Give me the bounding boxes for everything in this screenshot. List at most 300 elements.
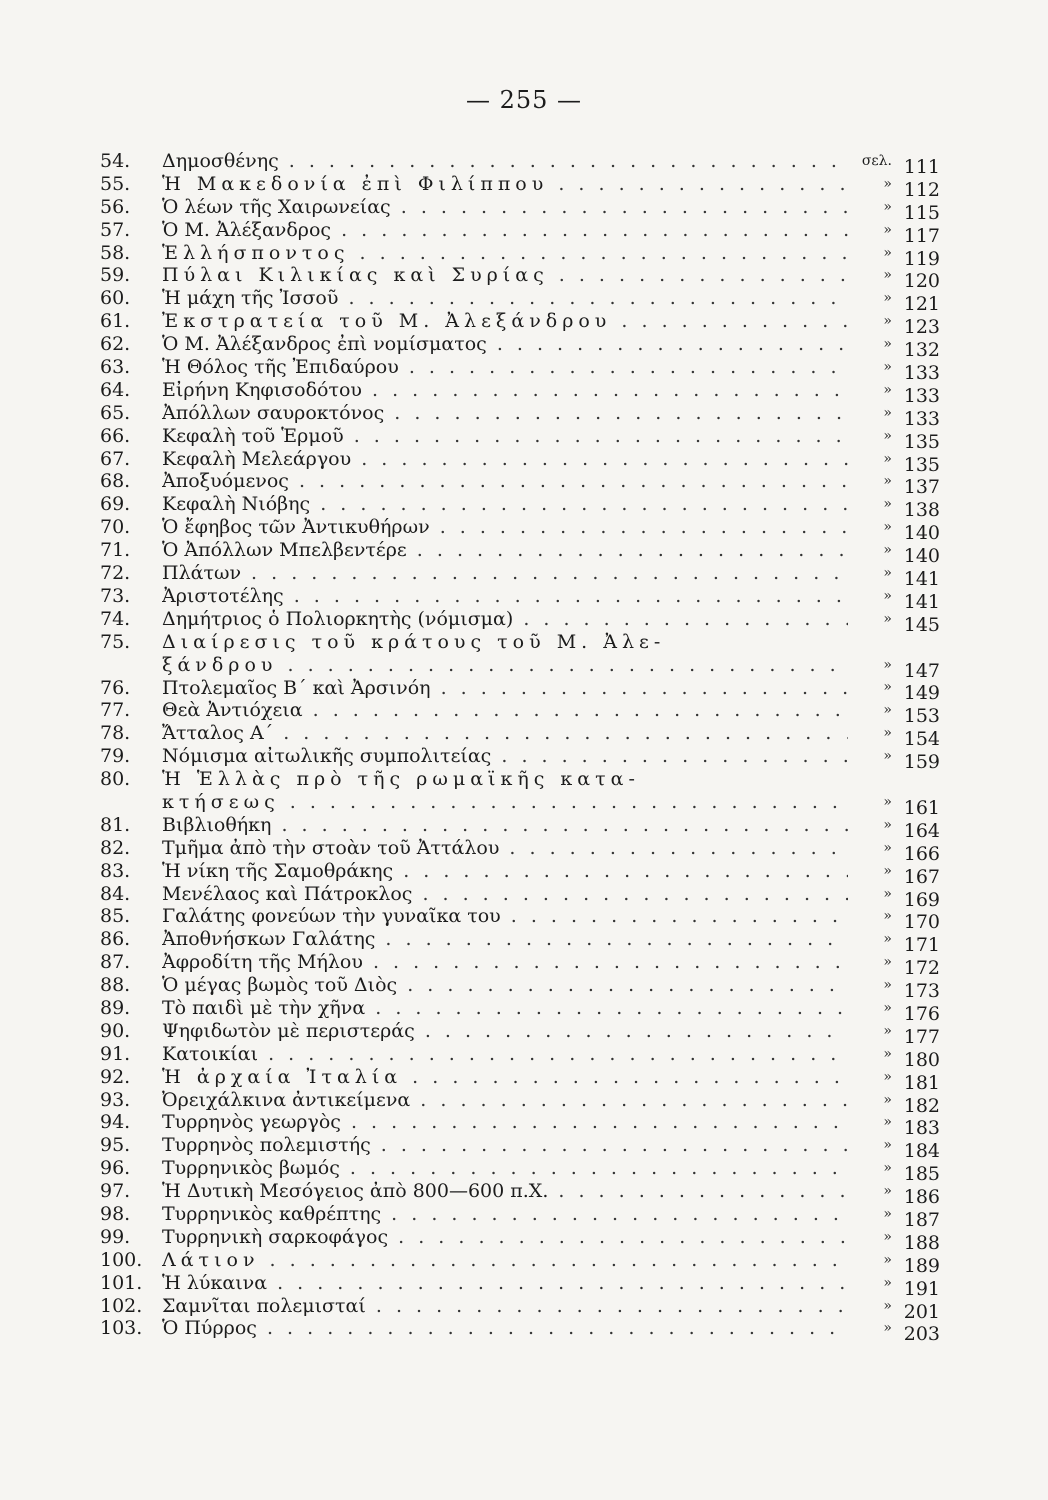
entry-title-text: Τυρρηνὸς γεωργὸς . . . xyxy=(162,1111,848,1134)
entry-title xyxy=(162,837,848,860)
list-item xyxy=(100,1065,940,1094)
entry-title-text: Νόμισμα αἰτωλικῆς συμπολιτείας . . . xyxy=(162,745,848,768)
page-prefix: » xyxy=(883,1091,892,1108)
entry-title-text: Βιβλιοθήκη . . . xyxy=(162,814,848,837)
entry-title xyxy=(162,242,848,265)
page-reference: 137 xyxy=(903,476,940,499)
entry-title-continuation: ξάνδρου . . . xyxy=(162,654,848,677)
list-item xyxy=(100,516,940,545)
page-prefix: » xyxy=(883,885,892,902)
list-item xyxy=(100,1111,940,1140)
page-prefix: » xyxy=(883,793,892,810)
list-item xyxy=(100,1294,940,1323)
list-item xyxy=(100,928,940,957)
page-reference: 169 xyxy=(903,888,940,911)
entry-title-text: Κατοικίαι . . . xyxy=(162,1043,848,1066)
list-item xyxy=(100,813,940,842)
list-item xyxy=(100,768,940,819)
entry-number: 70. xyxy=(100,516,131,539)
entry-number: 83. xyxy=(100,859,131,882)
entry-number: 85. xyxy=(100,905,131,928)
entry-title xyxy=(162,470,848,493)
entry-number: 92. xyxy=(100,1065,131,1088)
entry-title-text: Θεὰ Ἀντιόχεια . . . xyxy=(162,699,848,722)
entry-title xyxy=(162,1089,848,1112)
entry-title xyxy=(162,1020,848,1043)
page-prefix: » xyxy=(883,725,892,742)
page-reference: 145 xyxy=(903,613,940,636)
entry-title-text: Ὁ λέων τῆς Χαιρωνείας . . . xyxy=(162,196,848,219)
entry-title xyxy=(162,356,848,379)
entry-title xyxy=(162,677,848,700)
entry-title-text: Γαλάτης φονεύων τὴν γυναῖκα του . . . xyxy=(162,905,848,928)
entry-title-text: Ἡ Μακεδονία ἐπὶ Φιλίππου . . . xyxy=(162,173,848,196)
entry-title xyxy=(162,402,848,425)
entry-title xyxy=(162,264,848,287)
entry-number: 64. xyxy=(100,378,131,401)
page-prefix: » xyxy=(883,587,892,604)
page-prefix: » xyxy=(883,816,892,833)
page-reference: 181 xyxy=(903,1071,940,1094)
entry-title-text: Ὁ Μ. Ἀλέξανδρος . . . xyxy=(162,219,848,242)
entry-title xyxy=(162,883,848,906)
list-item xyxy=(100,356,940,384)
list-item xyxy=(100,1248,940,1277)
entry-title-text: Λάτιον . . . xyxy=(162,1249,848,1272)
entry-number: 97. xyxy=(100,1180,131,1203)
entry-title xyxy=(162,150,848,173)
page-prefix: » xyxy=(883,519,892,536)
page-reference: 201 xyxy=(903,1300,940,1323)
entry-number: 103. xyxy=(100,1317,143,1340)
page-prefix: » xyxy=(883,542,892,559)
entry-number: 71. xyxy=(100,539,131,562)
entry-number: 93. xyxy=(100,1088,131,1111)
list-item xyxy=(100,539,940,568)
list-item xyxy=(100,836,940,865)
page-reference: 171 xyxy=(903,934,940,957)
entry-title xyxy=(162,333,848,356)
entry-title xyxy=(162,1272,848,1295)
entry-title-text: Ὁ μέγας βωμὸς τοῦ Διὸς . . . xyxy=(162,974,848,997)
entry-title-text: Ὀρειχάλκινα ἀντικείμενα . . . xyxy=(162,1089,848,1112)
page-prefix: » xyxy=(883,1045,892,1062)
page-prefix: » xyxy=(883,954,892,971)
page-reference: 188 xyxy=(903,1231,940,1254)
entry-number: 79. xyxy=(100,745,131,768)
page-prefix: » xyxy=(883,427,892,444)
list-item xyxy=(100,699,940,728)
page-reference: 140 xyxy=(903,522,940,545)
list-item xyxy=(100,424,940,453)
page-prefix: » xyxy=(883,1274,892,1291)
entry-number: 63. xyxy=(100,356,131,379)
list-item xyxy=(100,333,940,362)
list-item xyxy=(100,974,940,1003)
entry-title-text: Τὸ παιδὶ μὲ τὴν χῆνα . . . xyxy=(162,997,848,1020)
entry-title-text: Ἡ νίκη τῆς Σαμοθράκης . . . xyxy=(162,860,848,883)
page-prefix: » xyxy=(883,1068,892,1085)
page-prefix: » xyxy=(883,336,892,353)
entry-title xyxy=(162,768,848,814)
page-reference: 149 xyxy=(903,682,940,705)
page-reference: 185 xyxy=(903,1163,940,1186)
page-prefix: » xyxy=(883,1022,892,1039)
page-reference: 117 xyxy=(903,224,940,247)
page-prefix: » xyxy=(883,931,892,948)
list-item xyxy=(100,676,940,705)
page-prefix: » xyxy=(883,748,892,765)
entry-title-text: Δημήτριος ὁ Πολιορκητὴς (νόμισμα) . . . xyxy=(162,608,848,631)
page-reference: 141 xyxy=(903,590,940,613)
entry-title-text: Ἄτταλος Α΄ . . . xyxy=(162,722,848,745)
entry-title xyxy=(162,448,848,471)
page-number: — 255 — xyxy=(465,86,583,114)
page-reference: 153 xyxy=(903,705,940,728)
page-reference: 187 xyxy=(903,1208,940,1231)
entry-title-text: Ὁ Ἀπόλλων Μπελβεντέρε . . . xyxy=(162,539,848,562)
page-prefix: » xyxy=(883,977,892,994)
entry-title-text: Ἡ Θόλος τῆς Ἐπιδαύρου . . . xyxy=(162,356,848,379)
entry-title xyxy=(162,1249,848,1272)
page-reference: 177 xyxy=(903,1025,940,1048)
page-reference: 189 xyxy=(903,1254,940,1277)
page-prefix: » xyxy=(883,496,892,513)
entry-number: 60. xyxy=(100,287,131,310)
entry-title xyxy=(162,1295,848,1318)
entry-number: 68. xyxy=(100,470,131,493)
entry-number: 88. xyxy=(100,974,131,997)
list-item xyxy=(100,150,940,178)
entry-title xyxy=(162,905,848,928)
entry-title xyxy=(162,1134,848,1157)
entry-number: 96. xyxy=(100,1157,131,1180)
entry-number: 82. xyxy=(100,836,131,859)
entry-number: 65. xyxy=(100,401,131,424)
list-item xyxy=(100,1271,940,1300)
page-reference: 164 xyxy=(903,819,940,842)
page-prefix: » xyxy=(883,999,892,1016)
entry-title-text: Τυρρηνικὴ σαρκοφάγος . . . xyxy=(162,1226,848,1249)
page-reference: 170 xyxy=(903,911,940,934)
entry-number: 67. xyxy=(100,447,131,470)
entry-number: 101. xyxy=(100,1271,143,1294)
entry-title-text: Ἀποξυόμενος . . . xyxy=(162,470,848,493)
list-item xyxy=(100,241,940,270)
entry-number: 84. xyxy=(100,882,131,905)
entry-title-text: Δημοσθένης . . . xyxy=(162,150,848,173)
list-item xyxy=(100,1157,940,1186)
entry-title-text: Μενέλαος καὶ Πάτροκλος . . . xyxy=(162,883,848,906)
page-prefix: » xyxy=(883,1160,892,1177)
entry-title-text: Ἐκστρατεία τοῦ Μ. Ἀλεξάνδρου . . . xyxy=(162,310,848,333)
entry-title xyxy=(162,951,848,974)
entry-number: 95. xyxy=(100,1134,131,1157)
entry-title-text: Τυρρηνικὸς καθρέπτης . . . xyxy=(162,1203,848,1226)
list-item xyxy=(100,745,940,774)
table-of-contents xyxy=(100,150,940,1346)
list-item xyxy=(100,1317,940,1346)
list-item xyxy=(100,264,940,293)
entry-title xyxy=(162,1317,848,1340)
list-item xyxy=(100,882,940,911)
page-prefix: σελ. xyxy=(861,152,892,169)
page-reference: 176 xyxy=(903,1002,940,1025)
entry-number: 56. xyxy=(100,195,131,218)
page-prefix: » xyxy=(883,267,892,284)
page-prefix: » xyxy=(883,702,892,719)
page-reference: 147 xyxy=(903,659,940,682)
page-reference: 123 xyxy=(903,316,940,339)
list-item xyxy=(100,951,940,980)
page-reference: 180 xyxy=(903,1048,940,1071)
list-item xyxy=(100,1019,940,1048)
page-reference: 154 xyxy=(903,728,940,751)
entry-number: 91. xyxy=(100,1042,131,1065)
list-item xyxy=(100,1203,940,1231)
entry-title xyxy=(162,425,848,448)
entry-title-text: Τμῆμα ἀπὸ τὴν στοὰν τοῦ Ἀττάλου . . . xyxy=(162,837,848,860)
list-item xyxy=(100,607,940,636)
list-item xyxy=(100,195,940,224)
list-item xyxy=(100,310,940,339)
entry-title-text: Ὁ Μ. Ἀλέξανδρος ἐπὶ νομίσματος . . . xyxy=(162,333,848,356)
page-reference: 183 xyxy=(903,1117,940,1140)
entry-title xyxy=(162,608,848,631)
entry-title xyxy=(162,814,848,837)
entry-title-continuation: κτήσεως . . . xyxy=(162,791,848,814)
list-item xyxy=(100,218,940,247)
entry-number: 102. xyxy=(100,1294,143,1317)
entry-title xyxy=(162,379,848,402)
page-prefix: » xyxy=(883,381,892,398)
page-reference: 172 xyxy=(903,957,940,980)
entry-title-text: Ἀφροδίτη τῆς Μήλου . . . xyxy=(162,951,848,974)
entry-title xyxy=(162,287,848,310)
entry-title-text: Ἡ μάχη τῆς Ἰσσοῦ . . . xyxy=(162,287,848,310)
page-prefix: » xyxy=(883,1114,892,1131)
entry-title-text: Ἀποθνήσκων Γαλάτης . . . xyxy=(162,928,848,951)
page-prefix: » xyxy=(883,221,892,238)
page-prefix: » xyxy=(883,175,892,192)
entry-title-text: Ἡ Δυτικὴ Μεσόγειος ἀπὸ 800—600 π.Χ. . . . xyxy=(162,1180,848,1203)
entry-number: 58. xyxy=(100,241,131,264)
entry-title xyxy=(162,631,848,677)
entry-number: 66. xyxy=(100,424,131,447)
entry-title-text: Κεφαλὴ Μελεάργου . . . xyxy=(162,448,848,471)
page-prefix: » xyxy=(883,244,892,261)
page-reference: 121 xyxy=(903,293,940,316)
page-prefix: » xyxy=(883,610,892,627)
entry-title xyxy=(162,1043,848,1066)
list-item xyxy=(100,493,940,522)
page-prefix: » xyxy=(883,862,892,879)
page-reference: 184 xyxy=(903,1140,940,1163)
entry-number: 74. xyxy=(100,607,131,630)
page-reference: 135 xyxy=(903,430,940,453)
entry-title xyxy=(162,1180,848,1203)
list-item xyxy=(100,470,940,499)
list-item xyxy=(100,562,940,591)
list-item xyxy=(100,1180,940,1209)
list-item xyxy=(100,287,940,316)
entry-title xyxy=(162,1226,848,1249)
entry-title xyxy=(162,585,848,608)
entry-number: 73. xyxy=(100,584,131,607)
page-reference: 203 xyxy=(903,1323,940,1346)
entry-number: 57. xyxy=(100,218,131,241)
entry-number: 55. xyxy=(100,172,131,195)
page-prefix: » xyxy=(883,198,892,215)
page-reference: 119 xyxy=(903,247,940,270)
list-item xyxy=(100,584,940,613)
entry-number: 72. xyxy=(100,562,131,585)
list-item xyxy=(100,447,940,476)
entry-title-text: Κεφαλὴ Νιόβης . . . xyxy=(162,493,848,516)
entry-number: 89. xyxy=(100,996,131,1019)
entry-title xyxy=(162,173,848,196)
list-item xyxy=(100,401,940,430)
entry-number: 69. xyxy=(100,493,131,516)
page-reference: 167 xyxy=(903,865,940,888)
entry-title xyxy=(162,516,848,539)
list-item xyxy=(100,859,940,888)
list-item xyxy=(100,1134,940,1163)
list-item xyxy=(100,172,940,201)
page-prefix: » xyxy=(883,1251,892,1268)
page-reference: 133 xyxy=(903,384,940,407)
entry-title-text: Σαμνῖται πολεμισταί . . . xyxy=(162,1295,848,1318)
entry-number: 86. xyxy=(100,928,131,951)
page-prefix: » xyxy=(883,1228,892,1245)
page-prefix: » xyxy=(883,1320,892,1337)
page-reference: 133 xyxy=(903,407,940,430)
entry-title xyxy=(162,1203,848,1226)
page-reference: 133 xyxy=(903,362,940,384)
page-prefix: » xyxy=(883,313,892,330)
list-item xyxy=(100,996,940,1025)
page-reference: 120 xyxy=(903,270,940,293)
entry-title-text: Ὁ ἔφηβος τῶν Ἀντικυθήρων . . . xyxy=(162,516,848,539)
entry-number: 76. xyxy=(100,676,131,699)
entry-title xyxy=(162,722,848,745)
entry-title-text: Ἀριστοτέλης . . . xyxy=(162,585,848,608)
page-prefix: » xyxy=(883,1297,892,1314)
page-prefix: » xyxy=(883,404,892,421)
list-item xyxy=(100,1088,940,1117)
entry-number: 77. xyxy=(100,699,131,722)
entry-title-text: Διαίρεσις τοῦ κράτους τοῦ Μ. Ἀλε- xyxy=(162,630,666,653)
page-reference: 132 xyxy=(903,339,940,362)
page-prefix: » xyxy=(883,1205,892,1222)
page-reference: 141 xyxy=(903,568,940,591)
page-prefix: » xyxy=(883,1183,892,1200)
entry-title xyxy=(162,699,848,722)
entry-title xyxy=(162,219,848,242)
entry-number: 99. xyxy=(100,1225,131,1248)
page-prefix: » xyxy=(883,290,892,307)
entry-title-text: Πύλαι Κιλικίας καὶ Συρίας . . . xyxy=(162,264,848,287)
entry-number: 75. xyxy=(100,630,131,653)
entry-number: 54. xyxy=(100,150,131,172)
entry-title-text: Εἰρήνη Κηφισοδότου . . . xyxy=(162,379,848,402)
entry-number: 100. xyxy=(100,1248,143,1271)
page-reference: 159 xyxy=(903,751,940,774)
entry-title-text: Ἀπόλλων σαυροκτόνος . . . xyxy=(162,402,848,425)
entry-number: 81. xyxy=(100,813,131,836)
entry-number: 59. xyxy=(100,264,131,287)
entry-title xyxy=(162,997,848,1020)
entry-title xyxy=(162,1066,848,1089)
entry-number: 61. xyxy=(100,310,131,333)
page-reference: 186 xyxy=(903,1186,940,1209)
list-item xyxy=(100,630,940,682)
entry-title xyxy=(162,928,848,951)
list-item xyxy=(100,378,940,407)
entry-number: 87. xyxy=(100,951,131,974)
page-reference: 111 xyxy=(903,155,940,178)
list-item xyxy=(100,1225,940,1254)
entry-title xyxy=(162,562,848,585)
entry-title-text: Κεφαλὴ τοῦ Ἑρμοῦ . . . xyxy=(162,425,848,448)
entry-number: 94. xyxy=(100,1111,131,1134)
entry-number: 80. xyxy=(100,768,131,791)
page-reference: 182 xyxy=(903,1094,940,1117)
entry-title-text: Ψηφιδωτὸν μὲ περιστεράς . . . xyxy=(162,1020,848,1043)
entry-number: 90. xyxy=(100,1019,131,1042)
page-prefix: » xyxy=(883,359,892,375)
entry-title xyxy=(162,1111,848,1134)
entry-title xyxy=(162,539,848,562)
entry-number: 62. xyxy=(100,333,131,356)
page-reference: 135 xyxy=(903,453,940,476)
page-prefix: » xyxy=(883,908,892,925)
entry-title-text: Πτολεμαῖος Β΄ καὶ Ἀρσινόη . . . xyxy=(162,677,848,700)
page-prefix: » xyxy=(883,450,892,467)
page-prefix: » xyxy=(883,656,892,673)
entry-title-text: Ἡ ἀρχαία Ἰταλία . . . xyxy=(162,1066,848,1089)
page-reference: 173 xyxy=(903,980,940,1003)
page-prefix: » xyxy=(883,839,892,856)
entry-title xyxy=(162,860,848,883)
entry-title-text: Τυρρηνὸς πολεμιστής . . . xyxy=(162,1134,848,1157)
entry-title xyxy=(162,310,848,333)
entry-title-text: Ὁ Πύρρος . . . xyxy=(162,1317,848,1340)
list-item xyxy=(100,722,940,751)
entry-title xyxy=(162,196,848,219)
page-reference: 112 xyxy=(903,178,940,201)
list-item xyxy=(100,1042,940,1071)
list-item xyxy=(100,905,940,934)
entry-title-text: Τυρρηνικὸς βωμός . . . xyxy=(162,1157,848,1180)
entry-title-text: Ἡ λύκαινα . . . xyxy=(162,1272,848,1295)
page-prefix: » xyxy=(883,473,892,490)
page-prefix: » xyxy=(883,1137,892,1154)
entry-title-text: Ἑλλήσποντος . . . xyxy=(162,242,848,265)
page-reference: 115 xyxy=(903,201,940,224)
page-reference: 138 xyxy=(903,499,940,522)
entry-title xyxy=(162,745,848,768)
entry-number: 78. xyxy=(100,722,131,745)
page-reference: 140 xyxy=(903,545,940,568)
entry-title-text: Ἡ Ἑλλὰς πρὸ τῆς ρωμαϊκῆς κατα- xyxy=(162,768,640,791)
entry-title xyxy=(162,493,848,516)
page-reference: 161 xyxy=(903,796,940,819)
entry-title-text: Πλάτων . . . xyxy=(162,562,848,585)
page-reference: 166 xyxy=(903,842,940,865)
page-reference: 191 xyxy=(903,1277,940,1300)
page-prefix: » xyxy=(883,565,892,582)
